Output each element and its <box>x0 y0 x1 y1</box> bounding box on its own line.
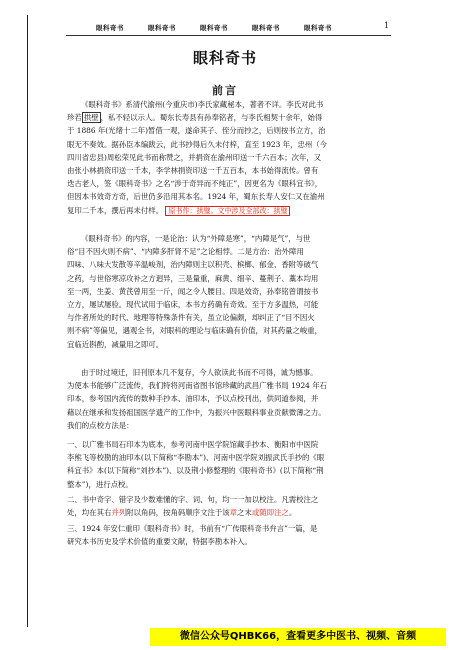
inserted-text: 并列 <box>111 508 127 518</box>
paragraph-intro <box>67 98 392 218</box>
running-title: 眼科奇书 <box>252 24 280 32</box>
inserted-text: 章 <box>229 508 238 518</box>
text-line: 《眼科奇书》系清代渝州(今重庆市)李氏家藏秘本，著者不详。李氏对此书 <box>81 100 324 109</box>
paragraph-reason <box>67 366 392 432</box>
paragraph-method-2 <box>67 493 392 519</box>
paragraph-method-1 <box>67 438 392 491</box>
text-line: 于 1886 年(光绪十二年)暂借一观，遂命其子、侄分而抄之，后则按书立方，治 <box>67 126 326 136</box>
text-line: 研究本书历史及学术价值的重要文献，特据李勘本补入。 <box>67 537 252 547</box>
running-title: 眼科奇书 <box>148 24 176 32</box>
text-line <box>67 204 392 218</box>
text-line: 四川省忠县)周松荣见此书而称赞之，并捐资在渝州印送一千六百本；次年，又 <box>67 152 322 162</box>
text-line: 则不病”等偏见，遇观全书，对眼科的理论与临床确有价值，对其药量之峻重， <box>67 326 323 336</box>
text-line: 由于时过境迁，旧刊原本几不复存，今人欲读此书而不可得，诚为憾事。 <box>81 368 318 377</box>
text-line: 宜临近斟酌，减量用之即可。 <box>67 339 164 349</box>
text-line: 立方，屡试屡验。现代试用于临床，本书方药确有奇效。至于方多温热，可能 <box>67 300 319 310</box>
text-line: 藉以在继承和发扬祖国医学遗产的工作中，为振兴中医眼科事业贡献微薄之力。 <box>67 407 326 417</box>
text-line: 迭古老人，签《眼科奇书》之名“涉于奇异而不纯正”，因更名为《眼科宜书》， <box>67 179 323 189</box>
text-line: 一、以广雅书局石印本为底本，参考河南中医学院馆藏手抄本、衡阳市中医院 <box>67 440 319 449</box>
highlighted-word: 拱壁 <box>83 113 99 123</box>
text-line: 整本”)，进行点校。 <box>67 479 133 489</box>
paragraph-content <box>67 232 392 351</box>
text-line <box>67 506 392 519</box>
running-title: 眼科奇书 <box>304 24 332 32</box>
text-span: 复印二千本，撰后再未付样。 <box>67 205 164 215</box>
text-line: 与作者所处的时代、地理等特殊条件有关，虽立论偏颇，却纠正了“目不因火 <box>67 313 315 323</box>
text-span: 。 <box>288 508 297 518</box>
text-span: 处，均在其右 <box>67 508 112 518</box>
text-line <box>67 111 392 124</box>
text-line: 之药，与世俗寒凉攻补之方迥异，三是量重，麻黄、细辛、蔓荆子、藁本均用 <box>67 273 319 283</box>
left-margin-rule <box>27 15 28 627</box>
text-span: 珍若 <box>67 113 82 123</box>
running-header <box>96 23 356 35</box>
text-line: 眼无不奏效。据孙臣本编跋云，此书抄得后久未付梓，直至 1923 年，忠州（今 <box>67 139 328 149</box>
text-span: ，私不轻以示人。蜀东长寿县有孙奉铭者，与李氏相契十余年，始得 <box>100 113 323 123</box>
text-line: 印本，参考国内流传的数种手抄本、油印本，予以点校刊出，供同道参阅，并 <box>67 394 319 404</box>
text-line: 俗“目不因火则不病”、“内障多肝肾不足”之论相悖。二是方治：治外障用 <box>67 247 304 257</box>
page-number: 1 <box>384 21 390 30</box>
text-line: 三、1924 年安仁重印《眼科奇书》时，书前有“广传眼科奇书弁言”一篇，是 <box>67 524 318 533</box>
book-title: 眼科奇书 <box>192 49 257 67</box>
editor-note: 原书作：拱璧。文中涉及全部改：拱璧 <box>165 206 290 216</box>
text-line: 四味、八味大发散等辛温峻剂，治内障则主以积壳、槟榔、郁金、香附等破气 <box>67 260 319 270</box>
text-line: 至一两，生姜、黄芪曾用至一斤，闻之令人腰目。四是效奇，孙奉铭曾谓按书 <box>67 286 319 296</box>
text-line: 科宜书》本(以下简称“刘抄本”)、以及荆小修整理的《眼科奇书》(以下简称“荆 <box>67 466 324 476</box>
text-span: 附以角码，按角码顺序文注于该 <box>126 508 230 518</box>
promo-banner[interactable]: 微信公众号QHBK66，查看更多中医书、视频、音频 <box>150 628 446 646</box>
text-line: 由张小林捐资印送一千本，李学林捐资印送一千五百本，本书始得流传。曾有 <box>67 166 319 176</box>
running-title: 眼科奇书 <box>96 24 124 32</box>
text-span: 之末 <box>237 508 252 518</box>
text-line: 但因本书效奇方奇，后世仍多沿用其本名。1924 年，蜀东长寿人安仁又在渝州 <box>67 192 325 202</box>
text-line: 李熊飞等校勘的油印本(以下简称“李勘本”)、河南中医学院刘振武氏手抄的《眼 <box>67 453 325 463</box>
running-title: 眼科奇书 <box>200 24 228 32</box>
text-line: 我们的点校方法是： <box>67 420 134 430</box>
text-line: 为使本书能够广泛流传，我们特将河南省图书馆珍藏的武昌广雅书局 1924 年石 <box>67 381 328 391</box>
paragraph-method-3 <box>67 522 392 548</box>
inserted-text: 或随即注之 <box>251 508 289 518</box>
section-heading: 前言 <box>212 84 238 97</box>
text-line: 《眼科奇书》的内容，一是论治：认为“外障是寒”，“内障是气”，与世 <box>81 234 311 243</box>
header-rule <box>66 35 391 36</box>
text-line: 二、书中奇字、错字及少数难懂的字、词、句，均一一加以校注。凡需校注之 <box>67 495 319 504</box>
